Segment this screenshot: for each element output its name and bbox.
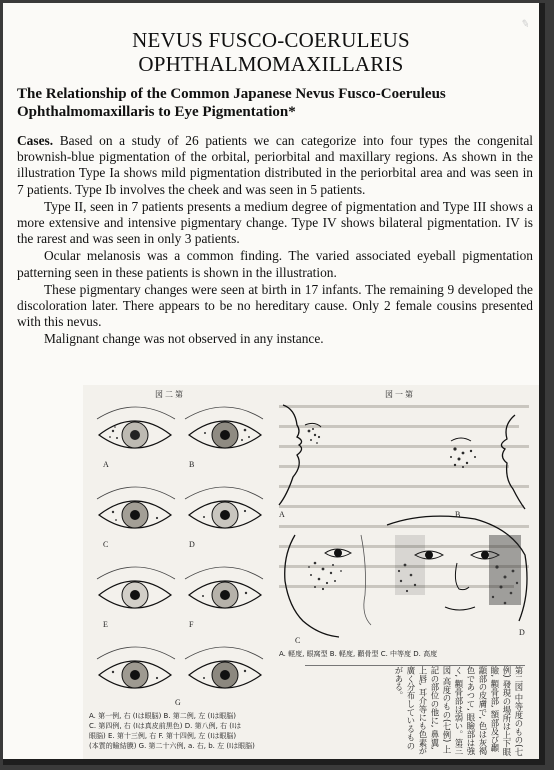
- figure-one-faces: [275, 385, 537, 759]
- journal-page: [3, 3, 545, 765]
- eye-drawing-g-right: [97, 647, 175, 688]
- eye-drawing-a: [97, 407, 175, 448]
- eye-label-d: D: [189, 540, 195, 549]
- face-drawing-d: [387, 516, 527, 637]
- svg-text:C: C: [295, 636, 301, 645]
- svg-text:A: A: [279, 510, 285, 519]
- corner-page-mark: ✎: [519, 18, 531, 31]
- face-drawing-b: [450, 415, 525, 519]
- figure-one-header: 図 一 第: [385, 390, 413, 399]
- figure-one-caption: A. 軽度, 眼窩型 B. 軽度, 顴骨型 C. 中等度 D. 高度: [279, 650, 438, 658]
- eye-drawing-g-left: [185, 647, 263, 688]
- svg-text:D: D: [519, 628, 525, 637]
- article-title-line1: NEVUS FUSCO-COERULEUS: [132, 28, 410, 52]
- vertical-japanese-text: [305, 665, 525, 756]
- eye-label-f: F: [189, 620, 194, 629]
- eye-drawing-d: [185, 487, 263, 528]
- illustration-plate: [83, 385, 539, 759]
- paragraph-onset: These pigmentary changes were seen at birth in 17 infants. The remaining 9 developed the discoloration later. There appears to be no hereditary cause. Only 2 female cousins presented with this nevus.: [17, 281, 533, 330]
- face-drawing-a: [279, 405, 321, 519]
- caption-line: C. 第四例, 右 (Iは真皮前黒色) D. 第八例, 右 (Iは: [89, 722, 242, 730]
- figure-two-header: 図 二 第: [155, 390, 183, 399]
- caption-line: (本質的瞼結膜) G. 第二十六例, a. 右, b. 左 (Iは眼脳): [89, 742, 255, 750]
- paragraph-lead: Cases.: [17, 133, 54, 148]
- eye-drawing-c: [97, 487, 175, 528]
- article-subtitle: The Relationship of the Common Japanese Nevus Fusco-Coeruleus Ophthalmomaxillaris to Eye Pigmentation*: [17, 86, 446, 120]
- svg-text:B: B: [455, 510, 461, 519]
- eye-drawing-b: [185, 407, 263, 448]
- paragraph-cases: [17, 133, 533, 198]
- caption-line: A. 第一例, 右 (Iは眼脳) B. 第二例, 左 (Iは眼脳): [89, 712, 236, 720]
- eye-label-b: B: [189, 460, 195, 469]
- paragraph-melanosis: Ocular melanosis was a common finding. The varied associated eyeball pigmentation patterning seen in these patients is shown in the illustration.: [17, 248, 533, 280]
- eye-drawings: [85, 385, 271, 757]
- article-body: [17, 133, 533, 349]
- eye-label-a: A: [103, 460, 109, 469]
- figure-two-eyes: [85, 385, 271, 757]
- caption-line: 眼脳) E. 第十三例, 右 F. 第十四例, 左 (Iは眼脳): [89, 732, 237, 740]
- face-drawing-c: [285, 535, 371, 645]
- paragraph-types: Type II, seen in 7 patients presents a medium degree of pigmentation and Type III shows a more extensive and intensive pigmentary change. Type IV shows bilateral pigmentation. IV is the rarest and was seen in only 3 patients.: [17, 198, 533, 247]
- eye-label-c: C: [103, 540, 109, 549]
- paragraph-cases-text: Based on a study of 26 patients we can categorize into four types the congenital brownish-blue pigmentation of the orbital, periorbital and maxillary regions. As shown in the illustration Type Ia shows mild pigmentation distributed in the periorbital area and was seen in 7 patients. Type Ib involves the cheek and was seen in 5 patients.: [17, 133, 533, 197]
- paragraph-malignancy: Malignant change was not observed in any instance.: [44, 331, 324, 347]
- article-title-line2: OPHTHALMOMAXILLARIS: [138, 52, 404, 76]
- eye-label-e: E: [103, 620, 108, 629]
- face-drawings: [275, 385, 537, 647]
- eye-drawing-e: [97, 567, 175, 608]
- eye-drawing-f: [185, 567, 263, 608]
- eye-label-g: G: [175, 698, 181, 707]
- figure-two-caption: [89, 711, 271, 751]
- vertical-text-content: 第二図 中等度のもの(七例) 發現の場所は上下眼瞼, 顴骨部, 額部及び顳顬部の皮膚で, 色は灰褐色であつて, 眼瞼部は強く, 顴骨部は弱い。第三図 高度のもの(七例) 上記の部位の他に, 鼻翼, 上唇, 耳介等にも色素が廣く分布しているものがある。: [394, 666, 524, 756]
